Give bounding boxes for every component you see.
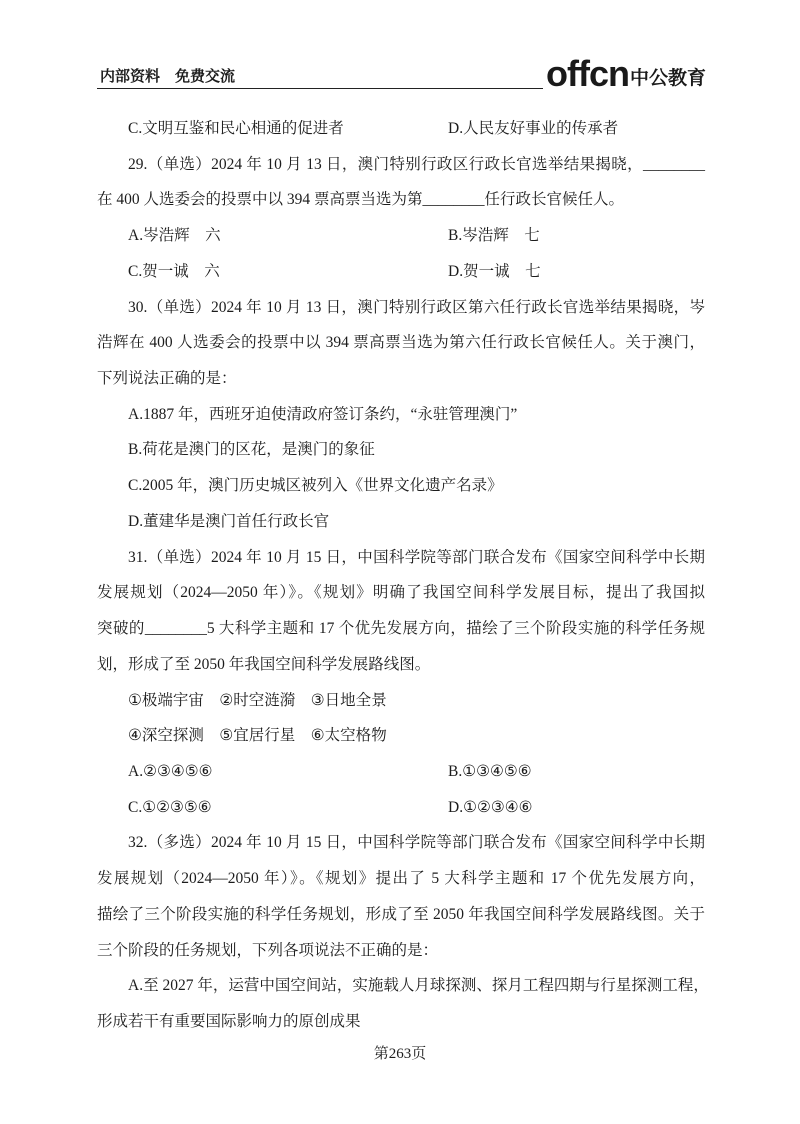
question-31-option-d: D.①②③④⑥ (448, 798, 533, 816)
question-29-stem-line: 在 400 人选委会的投票中以 394 票高票当选为第________任行政长官候任人。 (97, 191, 625, 209)
question-31-option-b: B.①③④⑤⑥ (448, 762, 532, 780)
question-28-option-c: C.文明互鉴和民心相通的促进者 (128, 120, 344, 137)
question-31-options-row (97, 790, 705, 826)
logo-cjk-text: 中公教育 (629, 67, 706, 89)
question-30-option-d: D.董建华是澳门首任行政长官 (128, 512, 330, 530)
question-30-option-b: B.荷花是澳门的区花，是澳门的象征 (128, 441, 375, 459)
question-30-stem-line: 浩辉在 400 人选委会的投票中以 394 票高票当选为第六任行政长官候任人。关于澳门， (97, 334, 705, 352)
question-32-stem-line: 三个阶段的任务规划，下列各项说法不正确的是： (97, 941, 439, 959)
question-31-option-c: C.①②③⑤⑥ (128, 798, 212, 816)
question-29-option-a: A.岑浩辉 六 (128, 227, 221, 245)
question-31-stem-line: 划，形成了至 2050 年我国空间科学发展路线图。 (97, 655, 431, 673)
question-29-options-row (97, 218, 705, 254)
question-28 (97, 111, 705, 147)
question-31-item-list: ④深空探测 ⑤宜居行星 ⑥太空格物 (128, 727, 387, 745)
question-29-option-b: B.岑浩辉 七 (448, 227, 540, 245)
question-32-stem-line: 32.（多选）2024 年 10 月 15 日，中国科学院等部门联合发布《国家空间科学中长期 (128, 834, 705, 852)
question-31-options-row (97, 754, 705, 790)
question-28-options-row (97, 111, 705, 147)
question-32 (97, 825, 709, 1039)
question-30 (97, 290, 705, 540)
header-label: 内部资料 免费交流 (100, 69, 236, 85)
question-32-option-a-line: A.至 2027 年，运营中国空间站，实施载人月球探测、探月工程四期与行星探测工程， (128, 977, 709, 995)
question-32-stem-line: 描绘了三个阶段实施的科学任务规划，形成了至 2050 年我国空间科学发展路线图。关于 (97, 905, 705, 923)
question-30-option-c: C.2005 年，澳门历史城区被列入《世界文化遗产名录》 (128, 477, 503, 495)
question-30-stem-line: 下列说法正确的是： (97, 370, 237, 388)
question-content (97, 111, 709, 1040)
question-31-stem-line: 31.（单选）2024 年 10 月 15 日，中国科学院等部门联合发布《国家空间科学中长期 (128, 548, 705, 566)
question-32-stem-line: 发展规划（2024—2050 年）》。《规划》提出了 5 大科学主题和 17 个优先发展方向， (97, 870, 705, 888)
logo-latin-text: offcn (546, 53, 629, 94)
question-31-stem-line: 突破的________5 大科学主题和 17 个优先发展方向，描绘了三个阶段实施的科学任务规 (97, 620, 705, 638)
question-30-stem-line: 30.（单选）2024 年 10 月 13 日，澳门特别行政区第六任行政长官选举结果揭晓，岑 (128, 298, 705, 316)
question-32-option-a-line: 形成若干有重要国际影响力的原创成果 (97, 1012, 361, 1030)
question-31-stem-line: 发展规划（2024—2050 年）》。《规划》明确了我国空间科学发展目标，提出了我国拟 (97, 584, 705, 602)
question-31-option-a: A.②③④⑤⑥ (128, 762, 213, 780)
question-31-item-list: ①极端宇宙 ②时空涟漪 ③日地全景 (128, 691, 387, 709)
header-rule (97, 88, 543, 89)
question-28-option-d: D.人民友好事业的传承者 (448, 120, 619, 137)
question-31 (97, 540, 705, 826)
question-29 (97, 147, 705, 290)
question-29-stem-line: 29.（单选）2024 年 10 月 13 日，澳门特别行政区行政长官选举结果揭晓，________ (128, 155, 705, 173)
question-30-option-a: A.1887 年，西班牙迫使清政府签订条约，“永驻管理澳门” (128, 405, 518, 423)
question-29-options-row (97, 254, 705, 290)
question-29-option-c: C.贺一诚 六 (128, 262, 220, 280)
page-number: 第263页 (373, 1046, 427, 1062)
question-29-option-d: D.贺一诚 七 (448, 262, 541, 280)
brand-logo (546, 54, 706, 92)
